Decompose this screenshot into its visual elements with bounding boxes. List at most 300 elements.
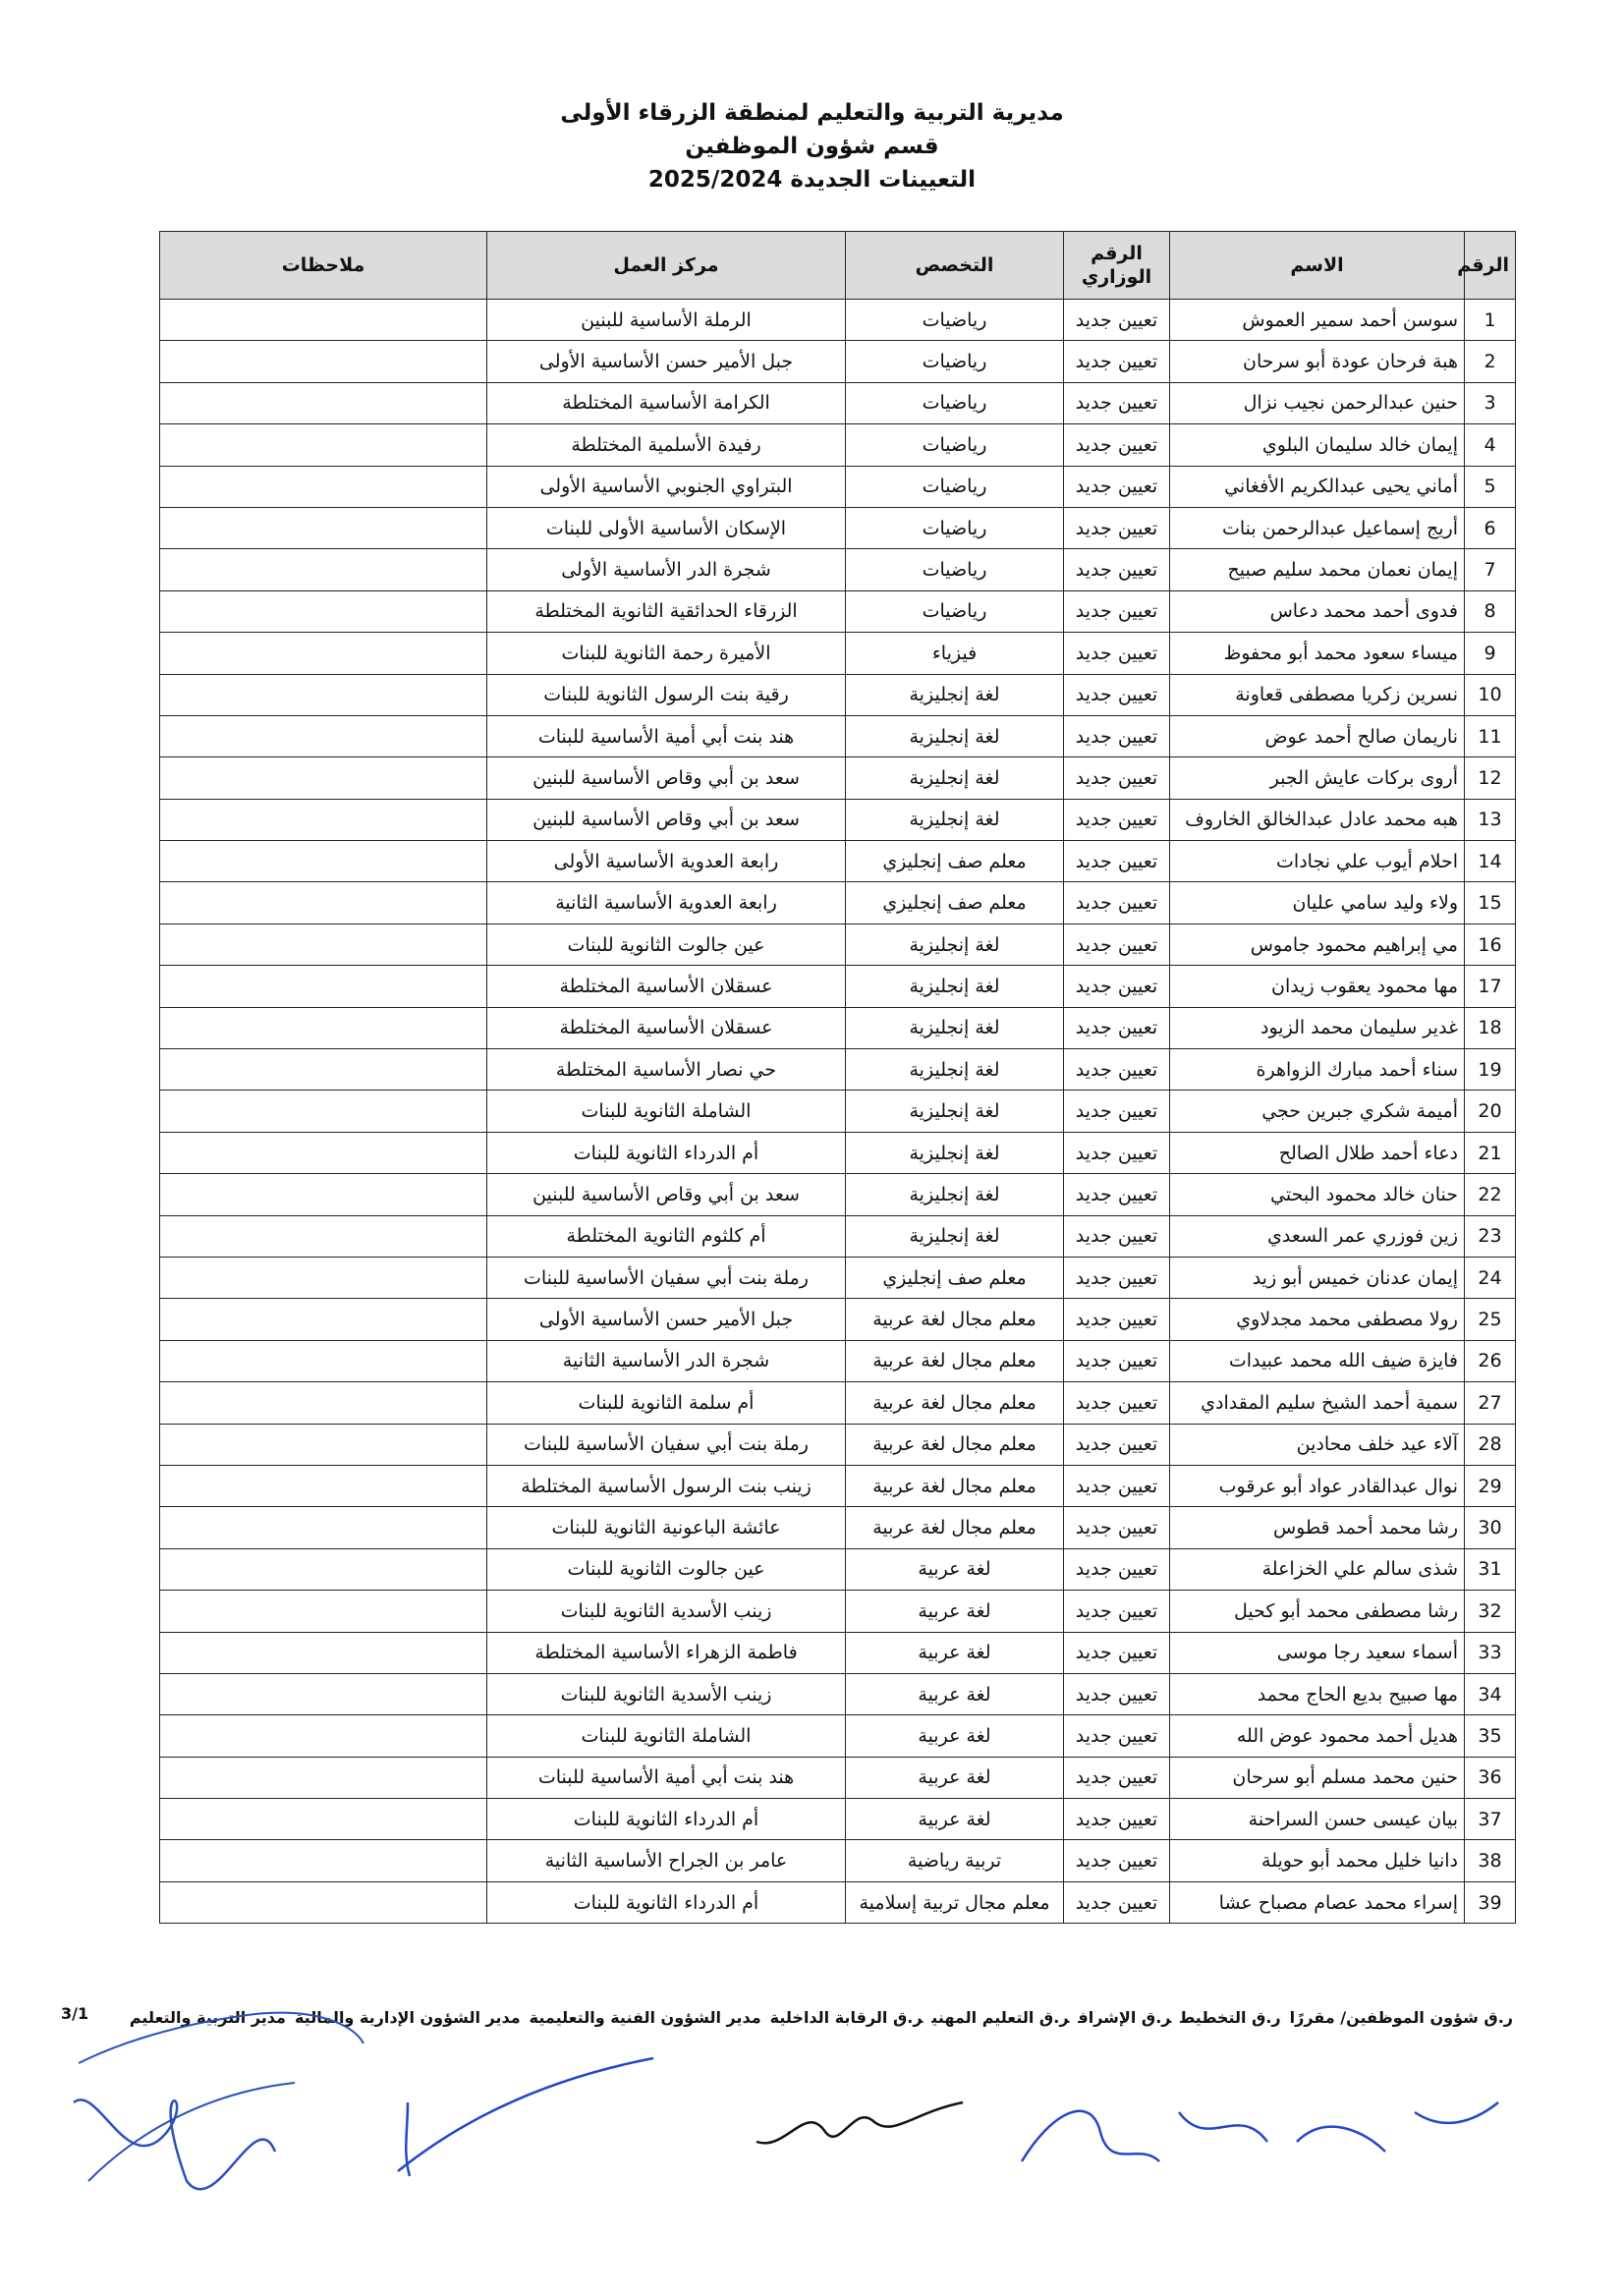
table-row [160,1881,1516,1923]
cell-specialty: لغة عربية [846,1757,1064,1798]
cell-num: 31 [1465,1548,1516,1590]
cell-work-center: عامر بن الجراح الأساسية الثانية [487,1840,846,1881]
cell-ministerial: تعيين جديد [1064,966,1170,1007]
signatory-label: مدير التربية والتعليم [129,2008,286,2027]
cell-notes [160,633,487,674]
cell-notes [160,1591,487,1632]
cell-specialty: لغة إنجليزية [846,966,1064,1007]
cell-num: 26 [1465,1340,1516,1381]
cell-num: 16 [1465,924,1516,965]
cell-num: 25 [1465,1299,1516,1340]
cell-specialty: لغة إنجليزية [846,1049,1064,1091]
cell-work-center: الإسكان الأساسية الأولى للبنات [487,507,846,548]
cell-notes [160,715,487,756]
cell-num: 2 [1465,341,1516,382]
cell-notes [160,300,487,341]
table-row [160,1507,1516,1548]
cell-name: إيمان نعمان محمد سليم صبيح [1170,549,1465,590]
cell-notes [160,841,487,882]
signature-blue-2 [1012,2073,1503,2220]
cell-num: 30 [1465,1507,1516,1548]
cell-name: رشا محمد أحمد قطوس [1170,1507,1465,1548]
cell-ministerial: تعيين جديد [1064,1632,1170,1673]
cell-notes [160,966,487,1007]
cell-work-center: هند بنت أبي أمية الأساسية للبنات [487,715,846,756]
cell-ministerial: تعيين جديد [1064,1507,1170,1548]
cell-notes [160,1132,487,1173]
cell-num: 7 [1465,549,1516,590]
signatory-label: ر.ق شؤون الموظفين/ مقررًا [1289,2008,1513,2027]
cell-notes [160,1548,487,1590]
cell-notes [160,507,487,548]
col-header-ministerial [1064,232,1170,300]
cell-ministerial: تعيين جديد [1064,757,1170,799]
col-header-specialty: التخصص [846,232,1064,300]
cell-num: 8 [1465,590,1516,632]
cell-notes [160,1424,487,1465]
cell-num: 28 [1465,1424,1516,1465]
cell-num: 22 [1465,1174,1516,1215]
cell-name: نسرين زكريا مصطفى قعاونة [1170,674,1465,715]
cell-specialty: معلم مجال لغة عربية [846,1507,1064,1548]
table-row [160,1257,1516,1298]
cell-num: 35 [1465,1715,1516,1757]
cell-specialty: لغة إنجليزية [846,1215,1064,1257]
table-row [160,1174,1516,1215]
table-header-row [160,232,1516,300]
cell-name: أروى بركات عايش الجبر [1170,757,1465,799]
cell-ministerial: تعيين جديد [1064,1840,1170,1881]
cell-ministerial: تعيين جديد [1064,674,1170,715]
table-row [160,1548,1516,1590]
cell-notes [160,590,487,632]
cell-specialty: تربية رياضية [846,1840,1064,1881]
cell-specialty: رياضيات [846,466,1064,507]
cell-specialty: لغة عربية [846,1799,1064,1840]
table-row [160,1465,1516,1506]
cell-work-center: رملة بنت أبي سفيان الأساسية للبنات [487,1424,846,1465]
cell-ministerial: تعيين جديد [1064,590,1170,632]
cell-ministerial: تعيين جديد [1064,466,1170,507]
cell-work-center: الرملة الأساسية للبنين [487,300,846,341]
document-header [0,96,1624,196]
cell-work-center: عائشة الباعونية الثانوية للبنات [487,1507,846,1548]
table-row [160,757,1516,799]
cell-notes [160,341,487,382]
cell-notes [160,674,487,715]
cell-specialty: لغة إنجليزية [846,924,1064,965]
cell-specialty: لغة إنجليزية [846,799,1064,840]
cell-specialty: لغة عربية [846,1673,1064,1714]
cell-specialty: لغة إنجليزية [846,1091,1064,1132]
cell-work-center: الزرقاء الحدائقية الثانوية المختلطة [487,590,846,632]
table-row [160,1091,1516,1132]
cell-work-center: أم الدرداء الثانوية للبنات [487,1881,846,1923]
cell-name: هديل أحمد محمود عوض الله [1170,1715,1465,1757]
cell-num: 24 [1465,1257,1516,1298]
cell-notes [160,1091,487,1132]
cell-name: آلاء عيد خلف محادين [1170,1424,1465,1465]
table-row [160,466,1516,507]
cell-notes [160,1799,487,1840]
cell-work-center: أم كلثوم الثانوية المختلطة [487,1215,846,1257]
cell-name: غدير سليمان محمد الزيود [1170,1007,1465,1048]
table-row [160,674,1516,715]
cell-notes [160,1757,487,1798]
cell-specialty: معلم مجال لغة عربية [846,1340,1064,1381]
cell-work-center: أم الدرداء الثانوية للبنات [487,1799,846,1840]
cell-work-center: جبل الأمير حسن الأساسية الأولى [487,341,846,382]
cell-ministerial: تعيين جديد [1064,841,1170,882]
cell-work-center: رملة بنت أبي سفيان الأساسية للبنات [487,1257,846,1298]
cell-work-center: زينب الأسدية الثانوية للبنات [487,1591,846,1632]
col-header-name: الاسم [1170,232,1465,300]
cell-specialty: رياضيات [846,341,1064,382]
cell-ministerial: تعيين جديد [1064,507,1170,548]
cell-name: دانيا خليل محمد أبو حويلة [1170,1840,1465,1881]
cell-ministerial: تعيين جديد [1064,924,1170,965]
cell-name: ناريمان صالح أحمد عوض [1170,715,1465,756]
cell-notes [160,382,487,423]
signatory-label: مدير الشؤون الإدارية والمالية [294,2008,521,2027]
cell-work-center: رقية بنت الرسول الثانوية للبنات [487,674,846,715]
cell-work-center: شجرة الدر الأساسية الأولى [487,549,846,590]
cell-num: 23 [1465,1215,1516,1257]
table-row [160,1132,1516,1173]
cell-work-center: البتراوي الجنوبي الأساسية الأولى [487,466,846,507]
cell-notes [160,1465,487,1506]
cell-ministerial: تعيين جديد [1064,1091,1170,1132]
cell-ministerial: تعيين جديد [1064,715,1170,756]
appointments-title: التعيينات الجديدة 2025/2024 [647,167,977,193]
cell-ministerial: تعيين جديد [1064,1424,1170,1465]
cell-name: ولاء وليد سامي عليان [1170,882,1465,924]
cell-work-center: أم سلمة الثانوية للبنات [487,1382,846,1424]
cell-name: أريج إسماعيل عبدالرحمن بنات [1170,507,1465,548]
cell-num: 19 [1465,1049,1516,1091]
cell-specialty: معلم مجال تربية إسلامية [846,1881,1064,1923]
cell-num: 9 [1465,633,1516,674]
cell-name: أماني يحيى عبدالكريم الأفغاني [1170,466,1465,507]
cell-ministerial: تعيين جديد [1064,1715,1170,1757]
cell-ministerial: تعيين جديد [1064,549,1170,590]
cell-work-center: أم الدرداء الثانوية للبنات [487,1132,846,1173]
cell-num: 27 [1465,1382,1516,1424]
table-row [160,966,1516,1007]
col-header-notes: ملاحظات [160,232,487,300]
directorate-title: مديرية التربية والتعليم لمنطقة الزرقاء الأولى [560,100,1064,126]
cell-name: دعاء أحمد طلال الصالح [1170,1132,1465,1173]
cell-notes [160,1049,487,1091]
cell-notes [160,1007,487,1048]
cell-notes [160,1382,487,1424]
cell-name: إسراء محمد عصام مصباح عشا [1170,1881,1465,1923]
cell-num: 21 [1465,1132,1516,1173]
cell-num: 38 [1465,1840,1516,1881]
cell-name: هبه محمد عادل عبدالخالق الخاروف [1170,799,1465,840]
cell-ministerial: تعيين جديد [1064,382,1170,423]
cell-notes [160,1215,487,1257]
table-row [160,924,1516,965]
cell-num: 14 [1465,841,1516,882]
cell-work-center: الكرامة الأساسية المختلطة [487,382,846,423]
col-header-ministerial-label: الرقم الوزاري [1081,243,1152,288]
cell-work-center: سعد بن أبي وقاص الأساسية للبنين [487,757,846,799]
cell-num: 6 [1465,507,1516,548]
signatory-label: مدير الشؤون الفنية والتعليمية [529,2008,761,2027]
cell-num: 36 [1465,1757,1516,1798]
cell-name: شذى سالم علي الخزاعلة [1170,1548,1465,1590]
table-row [160,841,1516,882]
page-number: 3/1 [61,2004,89,2023]
cell-name: حنان خالد محمود البحتي [1170,1174,1465,1215]
cell-name: حنين عبدالرحمن نجيب نزال [1170,382,1465,423]
cell-num: 10 [1465,674,1516,715]
cell-num: 29 [1465,1465,1516,1506]
cell-name: سمية أحمد الشيخ سليم المقدادي [1170,1382,1465,1424]
cell-work-center: رابعة العدوية الأساسية الأولى [487,841,846,882]
cell-ministerial: تعيين جديد [1064,1382,1170,1424]
cell-specialty: لغة عربية [846,1715,1064,1757]
department-title: قسم شؤون الموظفين [685,134,939,159]
cell-specialty: معلم صف إنجليزي [846,882,1064,924]
signatory-label: ر.ق التخطيط [1180,2008,1281,2027]
cell-work-center: شجرة الدر الأساسية الثانية [487,1340,846,1381]
cell-notes [160,1632,487,1673]
cell-notes [160,1340,487,1381]
cell-num: 20 [1465,1091,1516,1132]
cell-ministerial: تعيين جديد [1064,1132,1170,1173]
cell-notes [160,1881,487,1923]
col-header-work-center: مركز العمل [487,232,846,300]
cell-name: هبة فرحان عودة أبو سرحان [1170,341,1465,382]
cell-num: 5 [1465,466,1516,507]
cell-specialty: معلم مجال لغة عربية [846,1299,1064,1340]
cell-name: إيمان خالد سليمان البلوي [1170,424,1465,466]
cell-name: إيمان عدنان خميس أبو زيد [1170,1257,1465,1298]
cell-work-center: جبل الأمير حسن الأساسية الأولى [487,1299,846,1340]
signatory-label: ر.ق الرقابة الداخلية [769,2008,924,2027]
cell-num: 11 [1465,715,1516,756]
cell-specialty: رياضيات [846,382,1064,423]
cell-name: رشا مصطفى محمد أبو كحيل [1170,1591,1465,1632]
table-row [160,1799,1516,1840]
cell-notes [160,424,487,466]
table-row [160,1757,1516,1798]
cell-ministerial: تعيين جديد [1064,1673,1170,1714]
cell-notes [160,799,487,840]
cell-specialty: معلم مجال لغة عربية [846,1424,1064,1465]
cell-name: سوسن أحمد سمير العموش [1170,300,1465,341]
cell-name: فدوى أحمد محمد دعاس [1170,590,1465,632]
cell-notes [160,1174,487,1215]
signature-stamp-left [59,1985,383,2220]
cell-ministerial: تعيين جديد [1064,1215,1170,1257]
signatory-label: ر.ق الإشراف [1078,2008,1172,2027]
cell-work-center: هند بنت أبي أمية الأساسية للبنات [487,1757,846,1798]
table-row [160,799,1516,840]
cell-name: مها محمود يعقوب زيدان [1170,966,1465,1007]
table-row [160,300,1516,341]
cell-work-center: رابعة العدوية الأساسية الثانية [487,882,846,924]
cell-notes [160,1673,487,1714]
table-row [160,1215,1516,1257]
cell-name: أسماء سعيد رجا موسى [1170,1632,1465,1673]
table-row [160,1049,1516,1091]
cell-specialty: لغة إنجليزية [846,1007,1064,1048]
table-row [160,1840,1516,1881]
cell-specialty: رياضيات [846,424,1064,466]
cell-notes [160,924,487,965]
cell-specialty: لغة عربية [846,1591,1064,1632]
cell-ministerial: تعيين جديد [1064,1340,1170,1381]
table-row [160,882,1516,924]
cell-ministerial: تعيين جديد [1064,1299,1170,1340]
cell-notes [160,1715,487,1757]
cell-specialty: لغة إنجليزية [846,1132,1064,1173]
table-row [160,1673,1516,1714]
table-row [160,1299,1516,1340]
cell-num: 13 [1465,799,1516,840]
cell-specialty: فيزياء [846,633,1064,674]
col-header-num: الرقم [1465,232,1516,300]
table-row [160,633,1516,674]
cell-num: 3 [1465,382,1516,423]
cell-num: 12 [1465,757,1516,799]
cell-work-center: عسقلان الأساسية المختلطة [487,966,846,1007]
table-row [160,424,1516,466]
cell-name: ميساء سعود محمد أبو محفوظ [1170,633,1465,674]
cell-ministerial: تعيين جديد [1064,424,1170,466]
cell-work-center: حي نصار الأساسية المختلطة [487,1049,846,1091]
cell-num: 33 [1465,1632,1516,1673]
cell-name: فايزة ضيف الله محمد عبيدات [1170,1340,1465,1381]
table-row [160,715,1516,756]
cell-work-center: رفيدة الأسلمية المختلطة [487,424,846,466]
cell-work-center: عين جالوت الثانوية للبنات [487,924,846,965]
table-body [160,300,1516,1924]
cell-work-center: عين جالوت الثانوية للبنات [487,1548,846,1590]
cell-work-center: زينب الأسدية الثانوية للبنات [487,1673,846,1714]
cell-notes [160,466,487,507]
cell-num: 15 [1465,882,1516,924]
cell-specialty: رياضيات [846,300,1064,341]
cell-specialty: رياضيات [846,590,1064,632]
table-row [160,507,1516,548]
table-row [160,1632,1516,1673]
cell-name: بيان عيسى حسن السراحنة [1170,1799,1465,1840]
cell-specialty: لغة إنجليزية [846,757,1064,799]
cell-specialty: معلم صف إنجليزي [846,841,1064,882]
cell-num: 1 [1465,300,1516,341]
table-row [160,1340,1516,1381]
cell-name: نوال عبدالقادر عواد أبو عرقوب [1170,1465,1465,1506]
cell-name: احلام أيوب علي نجادات [1170,841,1465,882]
table-row [160,1007,1516,1048]
cell-name: مها صبيح بديع الحاج محمد [1170,1673,1465,1714]
cell-ministerial: تعيين جديد [1064,300,1170,341]
cell-specialty: رياضيات [846,549,1064,590]
cell-work-center: عسقلان الأساسية المختلطة [487,1007,846,1048]
cell-ministerial: تعيين جديد [1064,1548,1170,1590]
signature-black [747,2083,982,2171]
cell-ministerial: تعيين جديد [1064,1591,1170,1632]
cell-work-center: الشاملة الثانوية للبنات [487,1091,846,1132]
cell-name: رولا مصطفى محمد مجدلاوي [1170,1299,1465,1340]
cell-num: 4 [1465,424,1516,466]
cell-name: أميمة شكري جبرين حجي [1170,1091,1465,1132]
table-row [160,341,1516,382]
cell-num: 37 [1465,1799,1516,1840]
cell-ministerial: تعيين جديد [1064,882,1170,924]
cell-specialty: لغة عربية [846,1632,1064,1673]
table-row [160,382,1516,423]
table-row [160,1591,1516,1632]
cell-notes [160,757,487,799]
cell-specialty: لغة إنجليزية [846,715,1064,756]
cell-notes [160,1507,487,1548]
signature-blue-1 [388,2043,683,2191]
cell-work-center: زينب بنت الرسول الأساسية المختلطة [487,1465,846,1506]
cell-name: حنين محمد مسلم أبو سرحان [1170,1757,1465,1798]
cell-specialty: معلم صف إنجليزي [846,1257,1064,1298]
cell-work-center: الأميرة رحمة الثانوية للبنات [487,633,846,674]
cell-num: 32 [1465,1591,1516,1632]
cell-num: 39 [1465,1881,1516,1923]
cell-ministerial: تعيين جديد [1064,1757,1170,1798]
cell-work-center: فاطمة الزهراء الأساسية المختلطة [487,1632,846,1673]
table-row [160,1382,1516,1424]
cell-specialty: لغة إنجليزية [846,1174,1064,1215]
cell-num: 34 [1465,1673,1516,1714]
table-row [160,590,1516,632]
table-row [160,1715,1516,1757]
cell-name: زين فوزري عمر السعدي [1170,1215,1465,1257]
cell-specialty: رياضيات [846,507,1064,548]
cell-specialty: لغة إنجليزية [846,674,1064,715]
cell-ministerial: تعيين جديد [1064,633,1170,674]
signatory-label: ر.ق التعليم المهني [931,2008,1070,2027]
cell-num: 17 [1465,966,1516,1007]
cell-name: مي إبراهيم محمود جاموس [1170,924,1465,965]
cell-ministerial: تعيين جديد [1064,1465,1170,1506]
cell-work-center: سعد بن أبي وقاص الأساسية للبنين [487,799,846,840]
table-row [160,549,1516,590]
cell-specialty: لغة عربية [846,1548,1064,1590]
cell-num: 18 [1465,1007,1516,1048]
cell-specialty: معلم مجال لغة عربية [846,1465,1064,1506]
cell-ministerial: تعيين جديد [1064,1799,1170,1840]
cell-ministerial: تعيين جديد [1064,1257,1170,1298]
cell-ministerial: تعيين جديد [1064,1174,1170,1215]
cell-specialty: معلم مجال لغة عربية [846,1382,1064,1424]
cell-notes [160,1299,487,1340]
cell-ministerial: تعيين جديد [1064,1881,1170,1923]
cell-notes [160,549,487,590]
cell-work-center: سعد بن أبي وقاص الأساسية للبنين [487,1174,846,1215]
cell-ministerial: تعيين جديد [1064,341,1170,382]
cell-name: سناء أحمد مبارك الزواهرة [1170,1049,1465,1091]
cell-work-center: الشاملة الثانوية للبنات [487,1715,846,1757]
cell-ministerial: تعيين جديد [1064,799,1170,840]
cell-ministerial: تعيين جديد [1064,1007,1170,1048]
table-row [160,1424,1516,1465]
appointments-table [159,231,1516,1924]
cell-notes [160,882,487,924]
cell-notes [160,1257,487,1298]
cell-notes [160,1840,487,1881]
cell-ministerial: تعيين جديد [1064,1049,1170,1091]
